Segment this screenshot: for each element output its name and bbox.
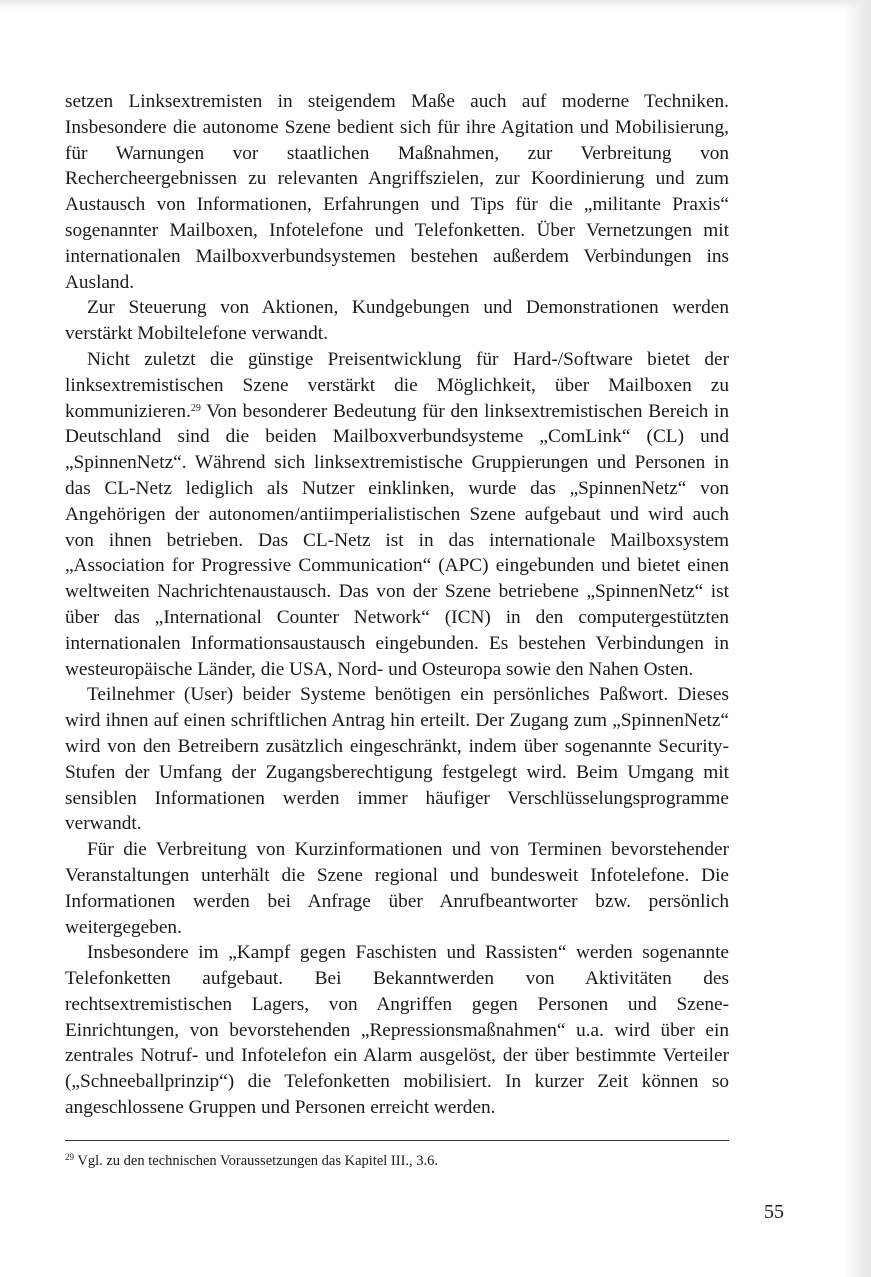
paragraph-3: [65, 347, 729, 682]
footnote-separator: [65, 1140, 729, 1141]
footnote-marker: 29: [65, 1152, 74, 1162]
footnote-reference-29: 29: [190, 402, 201, 414]
paragraph-3-text-before-footnote: Nicht zuletzt die günstige Preisentwicklung für Hard-/Software bietet der linksextremistischen Szene verstärkt die Möglichkeit, über Mailboxen zu kommunizieren.: [65, 348, 729, 422]
footnote-text: Vgl. zu den technischen Voraussetzungen das Kapitel III., 3.6.: [74, 1153, 439, 1169]
paragraph-6: Insbesondere im „Kampf gegen Faschisten und Rassisten“ werden sogenannte Telefonketten aufgebaut. Bei Bekanntwerden von Aktivitäten des rechtsextremistischen Lagers, von Angriffen gegen Personen und Szene-Einrichtungen, von bevorstehenden „Repressionsmaßnahmen“ u.a. wird über ein zentrales Notruf- und Infotelefon ein Alarm ausgelöst, der über bestimmte Verteiler („Schneeballprinzip“) die Telefonketten mobilisiert. In kurzer Zeit können so angeschlossene Gruppen und Personen erreicht werden.: [65, 942, 729, 1119]
scan-top-edge-shadow: [0, 0, 871, 10]
footnote: [65, 1151, 729, 1171]
scan-right-edge-shadow: [845, 0, 871, 1277]
paragraph-3-text-after-footnote: Von besonderer Bedeutung für den linksextremistischen Bereich in Deutschland sind die beiden Mailboxverbundsysteme „ComLink“ (CL) und „SpinnenNetz“. Während sich linksextremistische Gruppierungen und Personen in das CL-Netz lediglich als Nutzer einklinken, wurde das „SpinnenNetz“ von Angehörigen der autonomen/antiimperialistischen Szene aufgebaut und wird auch von ihnen betrieben. Das CL-Netz ist in das internationale Mailboxsystem „Association for Progressive Communication“ (APC) eingebunden und bietet einen weltweiten Nachrichtenaustausch. Das von der Szene betriebene „SpinnenNetz“ ist über das „International Counter Network“ (ICN) in den computergestützten internationalen Informationsaustausch eingebunden. Es bestehen Verbindungen in westeuropäische Länder, die USA, Nord- und Osteuropa sowie den Nahen Osten.: [65, 400, 729, 680]
paragraph-2: Zur Steuerung von Aktionen, Kundgebungen und Demonstrationen werden verstärkt Mobiltelefone verwandt.: [65, 297, 729, 345]
paragraph-1: setzen Linksextremisten in steigendem Maße auch auf moderne Techniken. Insbesondere die autonome Szene bedient sich für ihre Agitation und Mobilisierung, für Warnungen vor staatlichen Maßnahmen, zur Verbreitung von Rechercheergebnissen zu relevanten Angriffszielen, zur Koordinierung und zum Austausch von Informationen, Erfahrungen und Tips für die „militante Praxis“ sogenannter Mailboxen, Infotelefone und Telefonketten. Über Vernetzungen mit internationalen Mailboxverbundsystemen bestehen außerdem Verbindungen ins Ausland.: [65, 91, 729, 293]
paragraph-5: Für die Verbreitung von Kurzinformationen und von Terminen bevorstehender Veranstaltungen unterhält die Szene regional und bundesweit Infotelefone. Die Informationen werden bei Anfrage über Anrufbeantworter bzw. persönlich weitergegeben.: [65, 839, 729, 938]
main-text-block: [65, 89, 729, 1121]
page-number: 55: [764, 1201, 784, 1223]
paragraph-4: Teilnehmer (User) beider Systeme benötigen ein persönliches Paßwort. Dieses wird ihnen auf einen schriftlichen Antrag hin erteilt. Der Zugang zum „SpinnenNetz“ wird von den Betreibern zusätzlich eingeschränkt, indem über sogenannte Security-Stufen der Umfang der Zugangsberechtigung festgelegt wird. Beim Umgang mit sensiblen Informationen werden immer häufiger Verschlüsselungsprogramme verwandt.: [65, 684, 729, 835]
